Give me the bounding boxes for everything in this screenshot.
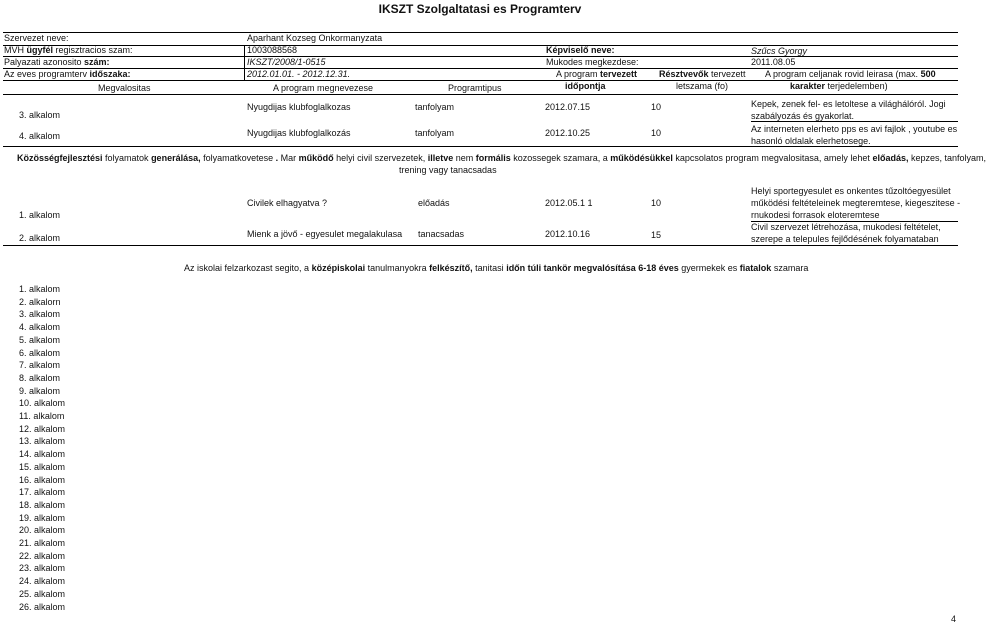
list-item: 20. alkalom — [19, 525, 66, 536]
app-value: IKSZT/2008/1-0515 — [247, 57, 326, 67]
g1-row1-count: 10 — [651, 102, 662, 112]
g1-row1-alkalom: 3. alkalom — [19, 110, 61, 120]
g1-row2-desc2: hasonló oldalak elerhetosege. — [751, 136, 871, 146]
s3-p2: középiskolai — [311, 263, 366, 273]
s3-p9: szamara — [771, 263, 809, 273]
g1-row2-type: tanfolyam — [415, 128, 455, 138]
col-resztvevok-top — [659, 69, 746, 80]
col-leiras-b: 500 — [920, 69, 936, 79]
g2-row2-desc2: szerepe a telepules fejlődésének folyamataban — [751, 234, 939, 244]
list-item: 22. alkalom — [19, 550, 66, 561]
s2-p10: nem — [453, 153, 476, 163]
rep-label: Képviselő neve: — [546, 45, 615, 55]
col-resztvevok-b: tervezett — [708, 69, 746, 79]
g2-row2-count: 15 — [651, 230, 662, 240]
list-item: 8. alkalom — [19, 372, 61, 383]
list-item: 26. alkalom — [19, 601, 66, 612]
g2-row1-alkalom: 1. alkalom — [19, 210, 61, 220]
period-label-b: időszaka: — [89, 69, 131, 79]
org-label: Szervezet neve: — [4, 33, 69, 43]
s2-p4: folyamatkovetese — [200, 153, 276, 163]
list-item: 2. alkalorn — [19, 296, 61, 307]
g1-row2-name: Nyugdijas klubfoglalkozás — [247, 128, 351, 138]
list-item: 11. alkalom — [19, 411, 65, 421]
period-value: 2012.01.01. - 2012.12.31. — [247, 69, 351, 79]
start-value: 2011.08.05 — [751, 57, 796, 67]
s3-p8: fiatalok — [739, 263, 772, 273]
g2-row1-type: előadás — [418, 198, 450, 208]
s2-p14: kapcsolatos program megvalositasa, amely lehet — [672, 153, 873, 163]
list-item: 25. alkalom — [19, 588, 66, 599]
period-label — [4, 69, 131, 80]
mvh-value: 1003088568 — [247, 45, 298, 55]
period-label-a: Az eves programterv — [4, 69, 90, 79]
col-megnevezese: A program megnevezese — [273, 83, 374, 93]
list-item: 7. alkalom — [19, 360, 61, 371]
col-leiras-a: A program celjanak rovid leirasa (max. — [765, 69, 921, 79]
g1-row2-count: 10 — [651, 128, 662, 138]
s3-p4: felkészítő, — [429, 263, 473, 273]
col-leiras-top — [765, 69, 936, 80]
list-item: 14. alkalom — [19, 449, 66, 460]
list-item: 18. alkalom — [19, 499, 66, 510]
s2-p11: formális — [475, 153, 511, 163]
s2-p8: helyi civil szervezetek, — [333, 153, 428, 163]
list-item: 16. alkalom — [19, 474, 66, 485]
list-item: 23. alkalom — [19, 563, 66, 574]
g2-row2-name: Mienk a jövő - egyesulet megalakulasa — [247, 229, 403, 239]
s2-p12: kozossegek szamara, a — [510, 153, 611, 163]
col-header-bottom-rule — [3, 94, 958, 95]
mvh-label-a: MVH — [4, 45, 27, 55]
g2-row1-date: 2012.05.1 1 — [545, 198, 593, 208]
list-item: 4. alkalom — [19, 322, 61, 333]
s2-p3: generálása, — [151, 153, 201, 163]
s2-p5: . — [275, 153, 279, 163]
g2-row1-desc1: Helyi sportegyesulet es onkentes tűzoltóegyesület — [751, 186, 951, 196]
col-idopont-c: időpontja — [565, 81, 606, 91]
s2-p1: Közösségfejlesztési — [17, 153, 103, 163]
section2-heading-line2: trening vagy tanacsadas — [399, 165, 497, 175]
mvh-label-b: ügyfél — [26, 45, 54, 55]
col-leiras-d: terjedelemben) — [825, 81, 888, 91]
s2-p16: kepzes, tanfolyam, — [908, 153, 986, 163]
list-item: 19. alkalom — [19, 512, 66, 523]
g1-row2-desc1: Az interneten elerheto pps es avi fajlok , youtube es — [751, 124, 958, 134]
g2-row1-desc3: rnukodesi forrasok eloteremtese — [751, 210, 880, 220]
s2-p9: illetve — [427, 153, 454, 163]
s3-p1: Az iskolai felzarkozast segito, a — [184, 263, 312, 273]
list-item: 5. alkalom — [19, 334, 61, 345]
s3-p6: időn túli tankör megvalósítása 6-18 éves — [506, 263, 679, 273]
s2-p15: előadás, — [872, 153, 909, 163]
list-item: 6. alkalom — [19, 347, 61, 358]
mvh-label-c: regisztracios szam: — [53, 45, 133, 55]
col-idopont-a: A program — [556, 69, 601, 79]
rep-value: Szűcs Gyorgy — [751, 46, 808, 56]
list-item: 15. alkalom — [19, 461, 66, 472]
app-label-b: szám: — [84, 57, 110, 67]
g2-row1-count: 10 — [651, 198, 662, 208]
col-programtipus: Programtipus — [448, 83, 502, 93]
header-rule-1 — [3, 45, 958, 46]
g1-row1-type: tanfolyam — [415, 102, 455, 112]
g1-row1-date: 2012.07.15 — [545, 102, 591, 112]
g1-row2-alkalom: 4. alkalom — [19, 131, 61, 141]
g2-row1-name: Civilek elhagyatva ? — [247, 198, 328, 208]
g2-row2-desc1: Civil szervezet létrehozása, mukodesi feltételet, — [751, 222, 941, 232]
g1-row1-desc1: Kepek, zenek fel- es letoltese a világhálóról. Jogi — [751, 99, 946, 109]
header-rule-2 — [3, 56, 958, 57]
app-label — [4, 57, 110, 68]
header-col-divider — [244, 45, 245, 80]
g2-row1-desc2: működési feltételeinek megteremtese, kiegeszitese - — [751, 198, 961, 208]
g2-row2-type: tanacsadas — [418, 229, 465, 239]
g1-row1-name: Nyugdijas klubfoglalkozas — [247, 102, 351, 112]
col-megvalositas: Megvalositas — [98, 83, 151, 93]
s2-p7: működő — [298, 153, 334, 163]
document-title: IKSZT Szolgaltatasi es Programterv — [378, 2, 582, 16]
col-resztvevok-a: Résztvevők — [659, 69, 709, 79]
s2-p13: működésükkel — [610, 153, 673, 163]
list-item: 9. alkalom — [19, 385, 61, 396]
org-value: Aparhant Kozseg Onkormanyzata — [247, 33, 383, 43]
col-leiras-bottom — [790, 81, 888, 92]
s3-p7: gyermekek es — [678, 263, 740, 273]
g2-row2-alkalom: 2. alkalom — [19, 233, 61, 243]
g2-bottom-rule — [3, 245, 958, 246]
list-item: 12. alkalom — [19, 423, 66, 434]
list-item: 3. alkalom — [19, 309, 61, 320]
list-item: 21. alkalom — [19, 538, 66, 548]
s2-p2: folyamatok — [102, 153, 152, 163]
s3-p5: tanitasi — [472, 263, 507, 273]
mvh-label — [4, 45, 133, 56]
list-item: 1. alkalom — [19, 284, 61, 294]
app-label-a: Palyazati azonosito — [4, 57, 85, 67]
col-leiras-c: karakter — [790, 81, 826, 91]
g1-row2-date: 2012.10.25 — [545, 128, 591, 138]
s3-p3: tanulmanyokra — [365, 263, 430, 273]
list-item: 10. alkalom — [19, 398, 66, 409]
start-label: Mukodes megkezdese: — [546, 57, 639, 67]
g2-row2-date: 2012.10.16 — [545, 229, 591, 239]
list-item: 24. alkalom — [19, 576, 66, 587]
page-number: 4 — [950, 614, 956, 624]
col-resztvevok-c: letszama (fo) — [676, 81, 729, 91]
col-idopont-b: tervezett — [600, 69, 638, 79]
list-item: 13. alkalom — [19, 436, 66, 447]
s2-p6: Mar — [278, 153, 299, 163]
header-top-rule — [3, 32, 958, 33]
g1-row1-desc2: szabályozás és gyakorlat. — [751, 111, 855, 121]
g1-bottom-rule — [3, 146, 958, 147]
section3-heading — [184, 263, 808, 274]
list-item: 17. alkalom — [19, 487, 66, 498]
col-idopont-top — [556, 69, 637, 80]
section2-heading-line1 — [17, 153, 986, 164]
g1-row1-rule — [751, 121, 958, 122]
